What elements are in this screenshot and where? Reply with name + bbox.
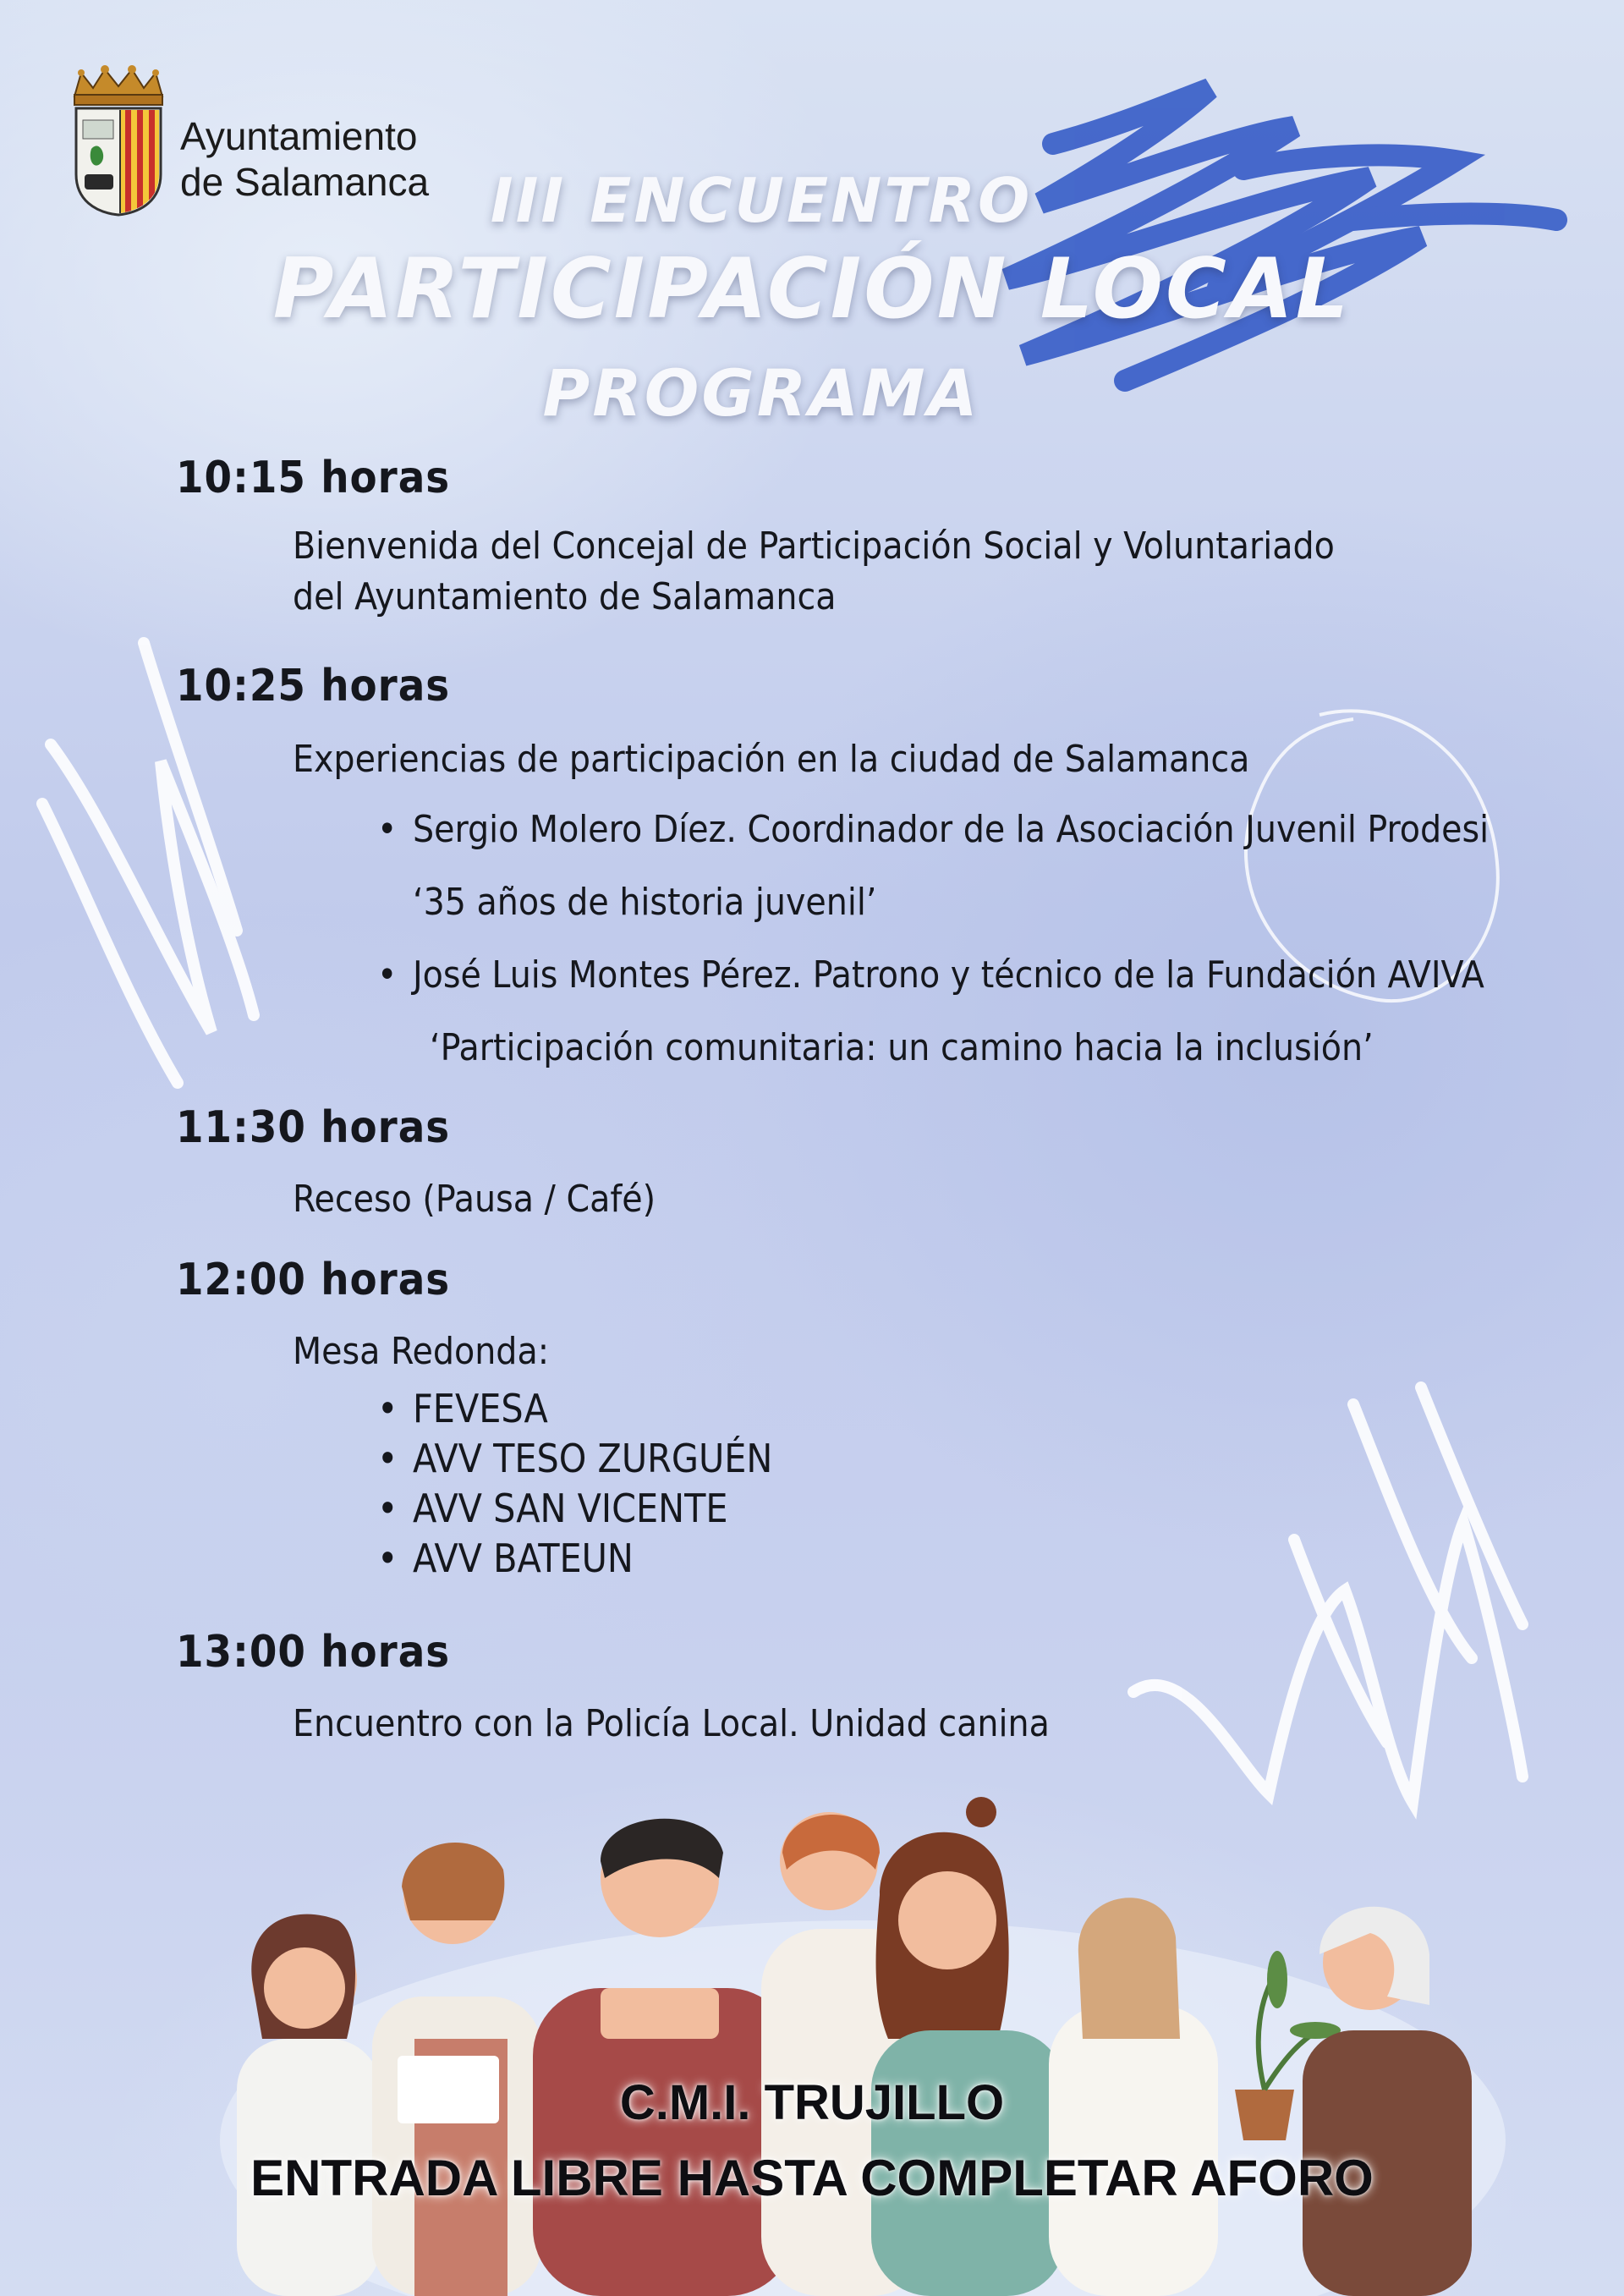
session-description: Mesa Redonda: — [293, 1330, 550, 1373]
session-description: Bienvenida del Concejal de Participación Social y Voluntariado — [293, 525, 1335, 568]
program-block — [176, 1623, 1563, 1749]
program-schedule — [176, 448, 1563, 1749]
time-slot: 10:25 horas — [176, 661, 451, 711]
people-illustration — [203, 1785, 1522, 2296]
time-slot: 11:30 horas — [176, 1102, 451, 1153]
time-slot: 12:00 horas — [176, 1255, 451, 1305]
participant-item: • AVV BATEUN — [377, 1534, 1563, 1584]
entry-note: ENTRADA LIBRE HASTA COMPLETAR AFORO — [250, 2150, 1374, 2206]
venue-name: C.M.I. TRUJILLO — [619, 2075, 1005, 2130]
program-block — [176, 1250, 1563, 1584]
talk-title: ‘35 años de historia juvenil’ — [413, 881, 877, 924]
program-heading: PROGRAMA — [542, 355, 980, 431]
roundtable-list — [377, 1384, 1563, 1584]
time-slot: 10:15 horas — [176, 453, 451, 503]
participant-item: • AVV SAN VICENTE — [377, 1484, 1563, 1534]
org-name-line2: de Salamanca — [180, 160, 430, 204]
org-name-line1: Ayuntamiento — [180, 114, 418, 158]
participant-item: • AVV TESO ZURGUÉN — [377, 1434, 1563, 1484]
event-edition: III ENCUENTRO — [490, 165, 1033, 236]
coat-of-arms-icon — [66, 64, 171, 217]
speaker-list — [377, 794, 1563, 1085]
session-description: Encuentro con la Policía Local. Unidad canina — [293, 1702, 1050, 1745]
session-description: Receso (Pausa / Café) — [293, 1178, 656, 1221]
time-slot: 13:00 horas — [176, 1627, 451, 1678]
speaker-item: • José Luis Montes Pérez. Patrono y técnico de la Fundación AVIVA — [377, 939, 1563, 1012]
event-title: PARTICIPACIÓN LOCAL — [272, 241, 1352, 338]
session-description: del Ayuntamiento de Salamanca — [293, 575, 837, 618]
participant-item: • FEVESA — [377, 1384, 1563, 1434]
talk-title: ‘Participación comunitaria: un camino hacia la inclusión’ — [430, 1026, 1374, 1069]
speaker-item: • Sergio Molero Díez. Coordinador de la Asociación Juvenil Prodesi — [377, 794, 1563, 866]
program-block — [176, 1098, 1563, 1225]
program-block — [176, 656, 1563, 1085]
session-description: Experiencias de participación en la ciudad de Salamanca — [293, 738, 1250, 781]
program-block — [176, 448, 1563, 623]
